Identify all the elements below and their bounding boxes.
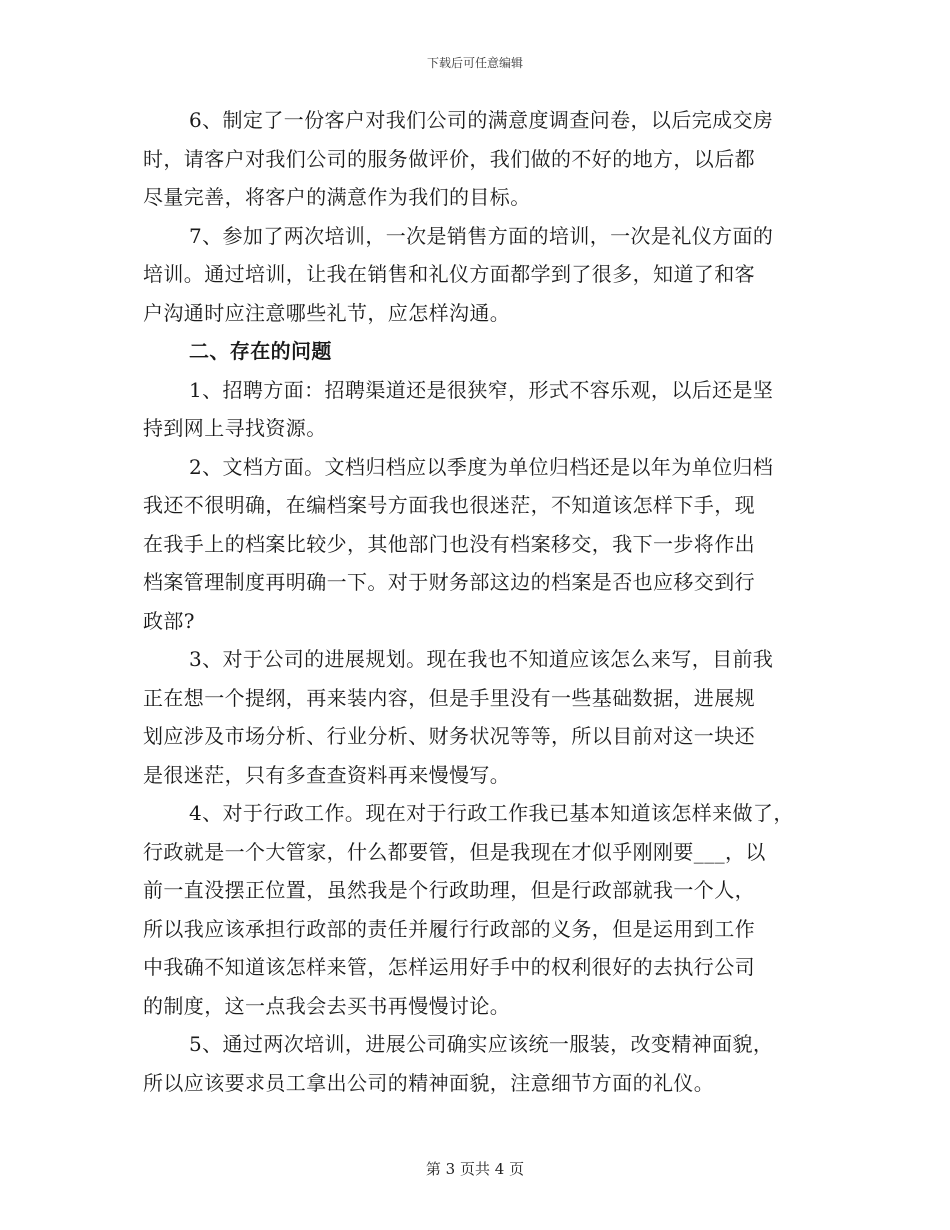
text-line: 政部? bbox=[143, 608, 195, 633]
text-line: 的制度，这一点我会去买书再慢慢讨论。 bbox=[143, 993, 511, 1018]
page-header: 下载后可任意编辑 bbox=[426, 56, 523, 70]
text-line: 划应涉及市场分析、行业分析、财务状况等等，所以目前对这一块还 bbox=[143, 724, 755, 748]
text-line: 4、对于行政工作。现在对于行政工作我已基本知道该怎样来做了， bbox=[189, 801, 794, 825]
text-line: 在我手上的档案比较少，其他部门也没有档案移交，我下一步将作出 bbox=[143, 531, 755, 556]
text-line: 所以我应该承担行政部的责任并履行行政部的义务，但是运用到工作 bbox=[143, 916, 755, 941]
text-line: 2、文档方面。文档归档应以季度为单位归档还是以年为单位归档 bbox=[189, 454, 774, 479]
text-line: 中我确不知道该怎样来管，怎样运用好手中的权利很好的去执行公司 bbox=[143, 955, 755, 979]
text-line: 培训。通过培训，让我在销售和礼仪方面都学到了很多，知道了和客 bbox=[143, 262, 755, 286]
page-footer: 第 3 页共 4 页 bbox=[425, 1160, 525, 1178]
text-line: 档案管理制度再明确一下。对于财务部这边的档案是否也应移交到行 bbox=[143, 570, 755, 594]
text-line: 是很迷茫，只有多查查资料再来慢慢写。 bbox=[143, 762, 511, 787]
text-line: 户沟通时应注意哪些礼节，应怎样沟通。 bbox=[143, 300, 511, 325]
text-line: 1、招聘方面：招聘渠道还是很狭窄，形式不容乐观，以后还是坚 bbox=[189, 377, 774, 402]
document-body bbox=[143, 110, 823, 1111]
text-line: 我还不很明确，在编档案号方面我也很迷茫，不知道该怎样下手，现 bbox=[143, 493, 755, 517]
text-line: 正在想一个提纲，再来装内容，但是手里没有一些基础数据，进展规 bbox=[143, 685, 755, 710]
text-line: 7、参加了两次培训，一次是销售方面的培训，一次是礼仪方面的 bbox=[189, 223, 774, 248]
text-line: 行政就是一个大管家，什么都要管，但是我现在才似乎刚刚要___，以 bbox=[143, 839, 766, 864]
text-line: 前一直没摆正位置，虽然我是个行政助理，但是行政部就我一个人， bbox=[143, 878, 755, 902]
text-line: 所以应该要求员工拿出公司的精神面貌，注意细节方面的礼仪。 bbox=[143, 1070, 715, 1095]
text-line: 3、对于公司的进展规划。现在我也不知道应该怎么来写，目前我 bbox=[189, 647, 774, 671]
text-line: 时，请客户对我们公司的服务做评价，我们做的不好的地方，以后都 bbox=[143, 146, 755, 171]
text-line: 5、通过两次培训，进展公司确实应该统一服装，改变精神面貌， bbox=[189, 1032, 774, 1056]
section-heading: 二、存在的问题 bbox=[189, 339, 332, 363]
text-line: 6、制定了一份客户对我们公司的满意度调查问卷，以后完成交房 bbox=[189, 108, 774, 132]
text-line: 持到网上寻找资源。 bbox=[143, 416, 327, 440]
text-line: 尽量完善，将客户的满意作为我们的目标。 bbox=[143, 185, 531, 209]
